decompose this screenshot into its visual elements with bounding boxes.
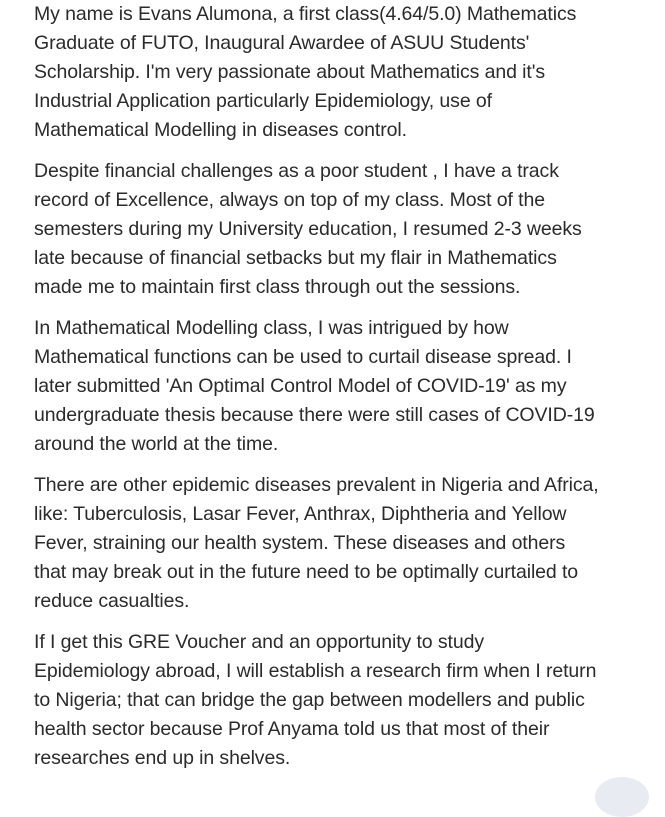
- floating-action-shape: [595, 777, 649, 817]
- paragraph-intro: My name is Evans Alumona, a first class(4.64/5.0) Mathematics Graduate of FUTO, Inaugural Awardee of ASUU Students' Scholarship. I'm very passionate about Mathematics and it's Industrial Application particularly Epidemiology, use of Mathematical Modelling in diseases control.: [34, 3, 577, 141]
- paragraph-epidemic-diseases: There are other epidemic diseases prevalent in Nigeria and Africa, like: Tuberculosis, Lasar Fever, Anthrax, Diphtheria and Yellow Fever, straining our health system. These diseases and others that may break out in the future need to be optimally curtailed to reduce casualties.: [34, 474, 599, 612]
- paragraph-financial-challenges: Despite financial challenges as a poor student , I have a track record of Excellence, always on top of my class. Most of the semesters during my University education, I resumed 2-3 weeks late because of financial setbacks but my flair in Mathematics made me to maintain first class through out the sessions.: [34, 160, 582, 298]
- paragraph-modelling-class: In Mathematical Modelling class, I was intrigued by how Mathematical functions can be used to curtail disease spread. I later submitted 'An Optimal Control Model of COVID-19' as my undergraduate thesis because there were still cases of COVID-19 around the world at the time.: [34, 317, 595, 455]
- paragraph-gre-voucher: If I get this GRE Voucher and an opportunity to study Epidemiology abroad, I will establish a research firm when I return to Nigeria; that can bridge the gap between modellers and public health sector because Prof Anyama told us that most of their researches end up in shelves.: [34, 631, 597, 769]
- document-body: [34, 0, 646, 773]
